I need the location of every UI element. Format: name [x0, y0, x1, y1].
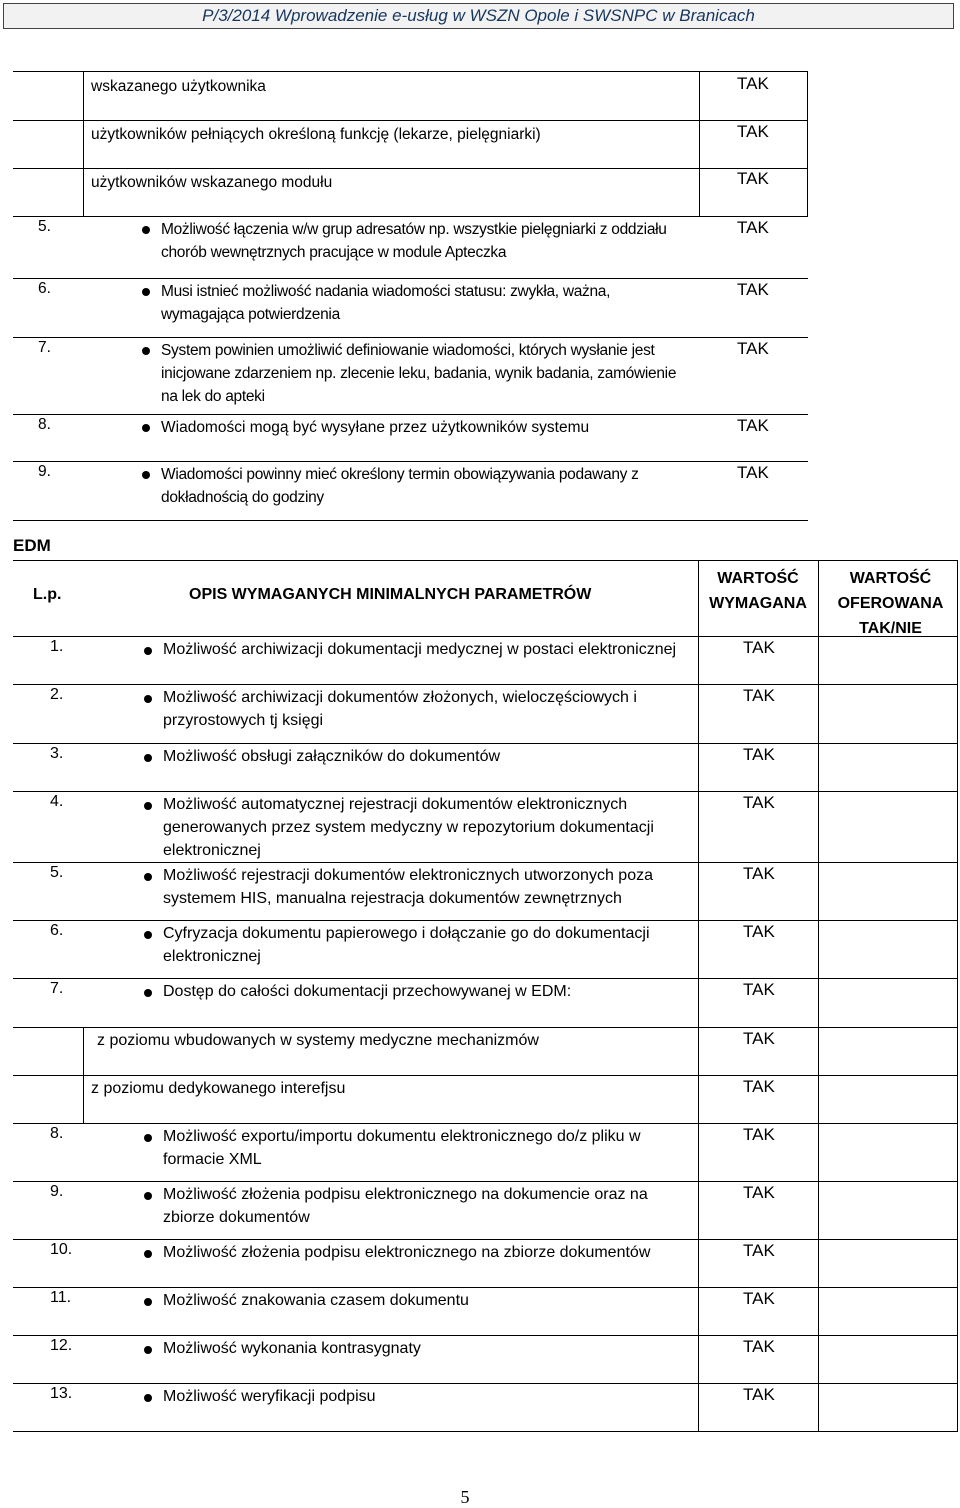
row-description: Możliwość złożenia podpisu elektronicznego na zbiorze dokumentów — [163, 1244, 651, 1261]
row-number: 7. — [50, 980, 64, 997]
row-number: 10. — [50, 1241, 73, 1258]
row-description: Cyfryzacja dokumentu papierowego i dołączanie go do dokumentacji elektronicznej — [163, 925, 650, 965]
required-value: TAK — [743, 1241, 775, 1260]
row-description: Możliwość obsługi załączników do dokumentów — [163, 748, 501, 765]
row-description: Możliwość automatycznej rejestracji dokumentów elektronicznych generowanych przez system medyczny w repozytorium dokumentacji elektronicznej — [163, 796, 654, 859]
bullet-icon — [143, 1249, 153, 1259]
row-number: 6. — [50, 922, 64, 939]
section-title-edm: EDM — [13, 536, 51, 555]
row-number: 13. — [50, 1385, 73, 1402]
bullet-icon — [143, 1133, 153, 1143]
row-description: System powinien umożliwić definiowanie wiadomości, których wysłanie jest inicjowane zdarzeniem np. zlecenie leku, badania, wynik badania, zamówienie na lek do apteki — [161, 342, 677, 405]
required-value: TAK — [743, 1385, 775, 1404]
required-value: TAK — [737, 74, 769, 93]
required-value: TAK — [743, 1337, 775, 1356]
header-offered-line-1: WARTOŚĆ — [849, 570, 932, 587]
header-required-line-1: WARTOŚĆ — [717, 570, 799, 587]
header-offered-line-3: TAK/NIE — [859, 620, 922, 637]
row-description: użytkowników pełniących określoną funkcję (lekarze, pielęgniarki) — [91, 126, 541, 143]
row-number: 8. — [50, 1125, 64, 1142]
table-row — [13, 1181, 958, 1239]
header-offered-line-2: OFEROWANA — [837, 595, 944, 612]
row-description: Możliwość wykonania kontrasygnaty — [163, 1340, 421, 1357]
required-value: TAK — [743, 1029, 775, 1048]
row-description: Wiadomości mogą być wysyłane przez użytkowników systemu — [161, 419, 590, 436]
row-description: Możliwość łączenia w/w grup adresatów np. wszystkie pielęgniarki z oddziału chorób wewnętrznych pracujące w module Apteczka — [161, 221, 667, 261]
bullet-icon — [141, 346, 151, 356]
row-number: 8. — [38, 416, 51, 433]
table-row — [13, 636, 958, 684]
required-value: TAK — [737, 416, 769, 435]
messages-requirements-table — [13, 71, 808, 521]
required-value: TAK — [743, 1183, 775, 1202]
row-number: 4. — [50, 793, 64, 810]
row-number: 12. — [50, 1337, 73, 1354]
row-description: Musi istnieć możliwość nadania wiadomości statusu: zwykła, ważna, wymagająca potwierdzenia — [161, 283, 611, 323]
bullet-icon — [141, 470, 151, 480]
table-row — [13, 168, 808, 216]
bullet-icon — [141, 423, 151, 433]
row-number: 2. — [50, 686, 64, 703]
row-description: Możliwość archiwizacji dokumentacji medycznej w postaci elektronicznej — [163, 641, 677, 658]
bullet-icon — [143, 872, 153, 882]
table-row — [13, 216, 808, 278]
header-description: OPIS WYMAGANYCH MINIMALNYCH PARAMETRÓW — [189, 586, 592, 603]
required-value: TAK — [743, 864, 775, 883]
table-row — [13, 1287, 958, 1335]
table-row — [13, 414, 808, 461]
required-value: TAK — [743, 1289, 775, 1308]
edm-requirements-table — [13, 560, 958, 1432]
table-row — [13, 862, 958, 920]
bullet-icon — [143, 1393, 153, 1403]
row-number: 7. — [38, 339, 51, 356]
row-description: Możliwość weryfikacji podpisu — [163, 1388, 376, 1405]
bullet-icon — [143, 1297, 153, 1307]
page-number: 5 — [460, 1487, 470, 1507]
bullet-icon — [143, 646, 153, 656]
table-header — [13, 560, 958, 636]
bullet-icon — [141, 225, 151, 235]
row-description: Możliwość złożenia podpisu elektronicznego na dokumencie oraz na zbiorze dokumentów — [163, 1186, 648, 1226]
required-value: TAK — [743, 980, 775, 999]
bullet-icon — [143, 988, 153, 998]
header-required-value — [698, 566, 818, 616]
table-row — [13, 684, 958, 743]
row-number: 6. — [38, 280, 51, 297]
table-row — [13, 978, 958, 1027]
table-row — [13, 1383, 958, 1432]
bullet-icon — [141, 287, 151, 297]
row-number: 9. — [50, 1183, 64, 1200]
bullet-icon — [143, 1345, 153, 1355]
required-value: TAK — [743, 922, 775, 941]
required-value: TAK — [743, 638, 775, 657]
table-row — [13, 920, 958, 978]
required-value: TAK — [737, 122, 769, 141]
row-number: 11. — [50, 1289, 72, 1306]
table-row — [13, 1027, 958, 1075]
bullet-icon — [143, 930, 153, 940]
required-value: TAK — [737, 218, 769, 237]
table-row — [13, 120, 808, 168]
table-row — [13, 1239, 958, 1287]
row-description: Dostęp do całości dokumentacji przechowywanej w EDM: — [163, 983, 572, 1000]
table-row — [13, 1335, 958, 1383]
table-row — [13, 337, 808, 414]
table-row — [13, 791, 958, 862]
required-value: TAK — [743, 686, 775, 705]
required-value: TAK — [737, 339, 769, 358]
table-row — [13, 461, 808, 521]
row-description: z poziomu dedykowanego interefjsu — [91, 1080, 346, 1097]
table-row — [13, 1123, 958, 1181]
row-number: 5. — [50, 864, 64, 881]
row-description: Możliwość archiwizacji dokumentów złożonych, wieloczęściowych i przyrostowych tj księgi — [163, 689, 637, 729]
header-title: P/3/2014 Wprowadzenie e-usług w WSZN Opole i SWSNPC w Branicach — [202, 6, 755, 25]
row-description: użytkowników wskazanego modułu — [91, 174, 333, 191]
table-row — [13, 278, 808, 337]
required-value: TAK — [743, 1077, 775, 1096]
required-value: TAK — [737, 169, 769, 188]
table-row — [13, 743, 958, 791]
bullet-icon — [143, 694, 153, 704]
bullet-icon — [143, 801, 153, 811]
header-required-line-2: WYMAGANA — [709, 595, 807, 612]
row-description: z poziomu wbudowanych w systemy medyczne mechanizmów — [97, 1032, 539, 1049]
row-number: 3. — [50, 745, 64, 762]
header-lp: L.p. — [33, 586, 62, 603]
row-description: wskazanego użytkownika — [91, 78, 266, 95]
row-number: 1. — [50, 638, 64, 655]
header-offered-value — [823, 566, 958, 641]
table-row — [13, 71, 808, 120]
row-description: Możliwość znakowania czasem dokumentu — [163, 1292, 469, 1309]
document-header — [3, 3, 954, 29]
bullet-icon — [143, 753, 153, 763]
required-value: TAK — [743, 1125, 775, 1144]
required-value: TAK — [743, 745, 775, 764]
table-row — [13, 1075, 958, 1123]
row-number: 5. — [38, 218, 51, 235]
bullet-icon — [143, 1191, 153, 1201]
row-number: 9. — [38, 463, 51, 480]
row-description: Możliwość rejestracji dokumentów elektronicznych utworzonych poza systemem HIS, manualna rejestracja dokumentów zewnętrznych — [163, 867, 653, 907]
row-description: Możliwość exportu/importu dokumentu elektronicznego do/z pliku w formacie XML — [163, 1128, 641, 1168]
row-description: Wiadomości powinny mieć określony termin obowiązywania podawany z dokładnością do godziny — [161, 466, 639, 506]
required-value: TAK — [737, 463, 769, 482]
required-value: TAK — [743, 793, 775, 812]
required-value: TAK — [737, 280, 769, 299]
